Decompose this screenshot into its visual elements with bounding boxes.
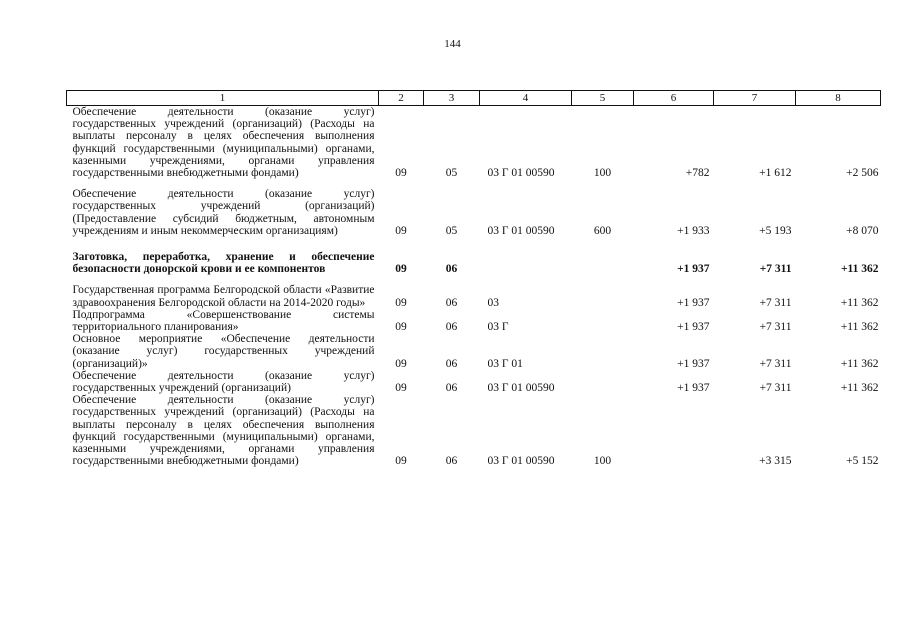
target-article-code: 03 Г 01 00590: [487, 224, 555, 237]
subsection-code: 06: [445, 357, 458, 370]
expense-type-code: 600: [593, 224, 612, 237]
row-description: Основное мероприятие «Обеспечение деятельности (оказание услуг) государственных учреждений (организаций)»: [72, 333, 375, 370]
row-description: Государственная программа Белгородской области «Развитие здравоохранения Белгородской области на 2014-2020 годы»: [72, 284, 375, 309]
column-header: 5: [572, 91, 634, 106]
amount-col6: +1 937: [677, 321, 710, 334]
section-code: 09: [395, 263, 407, 276]
table-row-section-total: [67, 237, 881, 275]
column-header: 4: [480, 91, 572, 106]
target-article-code: 03 Г 01: [487, 357, 523, 370]
amount-col6: +1 937: [677, 263, 710, 276]
table-row: [67, 370, 881, 394]
row-description: Обеспечение деятельности (оказание услуг) государственных учреждений (организаций) (Расходы на выплаты персоналу в целях обеспечения выполнения функций государственными (муниципальными) органами, казенными учреждениями, органами управления государственными внебюджетными фондами): [72, 394, 375, 468]
amount-col6: +1 937: [677, 296, 710, 309]
column-header: 3: [424, 91, 480, 106]
subsection-code: 05: [445, 167, 458, 180]
amount-col8: +8 070: [846, 224, 879, 237]
section-code: 09: [395, 455, 407, 468]
expense-type-code: [572, 370, 634, 394]
amount-col8: +11 362: [840, 382, 879, 395]
expense-type-code: 100: [593, 455, 612, 468]
section-code: 09: [395, 224, 407, 237]
row-description: Заготовка, переработка, хранение и обеспечение безопасности донорской крови и ее компонентов: [72, 251, 375, 276]
column-header: 2: [379, 91, 424, 106]
subsection-code: 06: [445, 455, 458, 468]
amount-col7: +5 193: [759, 224, 792, 237]
row-description: Обеспечение деятельности (оказание услуг) государственных учреждений (организаций) (Расходы на выплаты персоналу в целях обеспечения выполнения функций государственными (муниципальными) органами, казенными учреждениями, органами управления государственными внебюджетными фондами): [72, 106, 375, 180]
amount-col6: +1 937: [677, 382, 710, 395]
subsection-code: 06: [445, 296, 458, 309]
page-number: 144: [444, 38, 461, 50]
subsection-code: 05: [445, 224, 458, 237]
amount-col7: +7 311: [759, 382, 792, 395]
budget-table: [66, 90, 881, 467]
column-header: 1: [67, 91, 379, 106]
amount-col6: +782: [685, 167, 710, 180]
section-code: 09: [395, 296, 407, 309]
amount-col7: +7 311: [759, 357, 792, 370]
expense-type-code: [572, 237, 634, 275]
row-description: Подпрограмма «Совершенствование системы территориального планирования»: [72, 308, 375, 334]
target-article-code: 03 Г 01 00590: [487, 455, 555, 468]
amount-col8: +11 362: [840, 357, 879, 370]
target-article-code: 03 Г: [487, 321, 509, 334]
expense-type-code: 100: [593, 167, 612, 180]
amount-col8: +11 362: [840, 296, 879, 309]
column-header: 7: [714, 91, 796, 106]
table-header-row: [67, 91, 881, 106]
target-article-code: 03: [487, 296, 499, 309]
subsection-code: 06: [445, 321, 458, 334]
expense-type-code: [572, 333, 634, 370]
amount-col7: +3 315: [759, 455, 792, 468]
amount-col8: +11 362: [840, 321, 879, 334]
amount-col7: +7 311: [759, 296, 792, 309]
amount-col7: +1 612: [759, 167, 792, 180]
table-row: [67, 179, 881, 237]
amount-col6: +1 933: [677, 224, 710, 237]
table-row: [67, 106, 881, 180]
expense-type-code: [572, 309, 634, 333]
amount-col8: +5 152: [846, 455, 879, 468]
column-header: 6: [634, 91, 714, 106]
expense-type-code: [572, 275, 634, 308]
target-article-code: [480, 237, 572, 275]
section-code: 09: [395, 321, 407, 334]
subsection-code: 06: [445, 382, 458, 395]
subsection-code: 06: [445, 263, 458, 276]
table-row: [67, 333, 881, 370]
row-description: Обеспечение деятельности (оказание услуг) государственных учреждений (организаций): [72, 369, 375, 395]
section-code: 09: [395, 167, 407, 180]
target-article-code: 03 Г 01 00590: [487, 167, 555, 180]
amount-col7: +7 311: [759, 263, 792, 276]
table-row: [67, 309, 881, 333]
target-article-code: 03 Г 01 00590: [487, 382, 555, 395]
row-description: Обеспечение деятельности (оказание услуг) государственных учреждений (организаций) (Предоставление субсидий бюджетным, автономным учреждениям и иным некоммерческим организациям): [72, 188, 375, 237]
section-code: 09: [395, 382, 407, 395]
amount-col8: +2 506: [846, 167, 879, 180]
amount-col7: +7 311: [759, 321, 792, 334]
section-code: 09: [395, 357, 407, 370]
amount-col8: +11 362: [840, 263, 879, 276]
column-header: 8: [796, 91, 881, 106]
amount-col6: [634, 394, 714, 467]
amount-col6: +1 937: [677, 357, 710, 370]
table-row: [67, 394, 881, 467]
table-row: [67, 275, 881, 308]
